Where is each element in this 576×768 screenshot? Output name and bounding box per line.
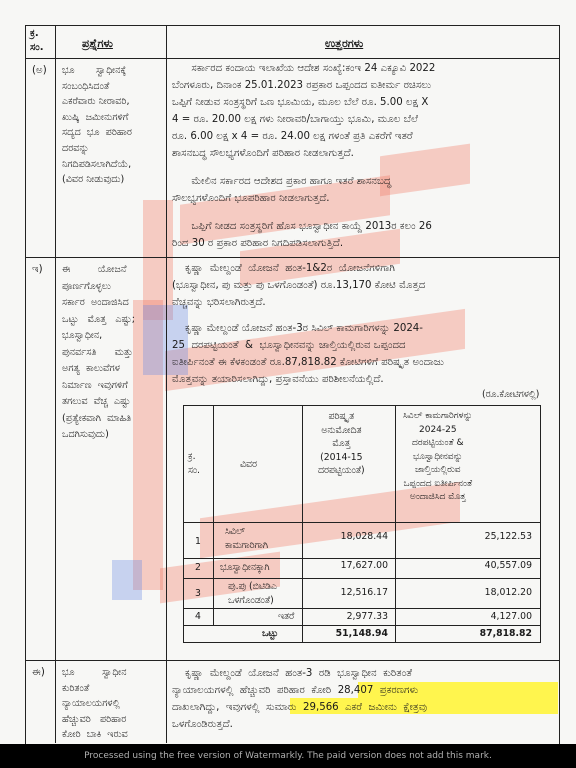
row-1-question: ಭೂ ಸ್ವಾಧೀನಕ್ಕೆ ಸಂಬಂಧಿಸಿದಂತೆ ಎಕರೆವಾರು ನೀರಾವರಿ, ಖುಷ್ಕಿ ಜಮೀನುಗಳಿಗೆ ಸದ್ಯದ ಭೂ ಪರಿಹಾರ ದರವನ್ನು ನಿಗದಿಪಡಿಸಲಾಗಿದೆಯೆ, (ವಿವರ ನೀಡುವುದು) [62, 65, 133, 186]
row-2-number: ಇ) [32, 264, 43, 275]
table-row-1-approved: 18,028.44 [340, 531, 388, 542]
table-total-approved: 51,148.94 [335, 628, 388, 639]
row-3-question: ಭೂ ಸ್ವಾಧೀನ ಕುರಿತಂತೆ ನ್ಯಾಯಾಲಯಗಳಲ್ಲಿ ಹೆಚ್ಚುವರಿ ಪರಿಹಾರ ಕೋರಿ ಬಾಕಿ ಇರುವ [62, 667, 128, 741]
row-2-question: ಈ ಯೋಜನೆ ಪೂರ್ಣಗೊಳ್ಳಲು ಸರ್ಕಾರ ಅಂದಾಜಿಸಿದ ಒಟ್ಟು ಮೊತ್ತ ಎಷ್ಟು; ಭೂಸ್ವಾಧೀನ, ಪುನರ್ವಸತಿ ಮತ್ತು ಅಗತ್ಯ ಕಾಲುವೆಗಳ ನಿರ್ಮಾಣ ಇವುಗಳಿಗೆ ತಗಲುವ ವೆಚ್ಚ ಎಷ್ಟು (ಪ್ರತ್ಯೇಕವಾಗಿ ಮಾಹಿತಿ ಒದಗಿಸುವುದು) [62, 264, 135, 440]
header-questions: ಪ್ರಶ್ನೆಗಳು [82, 37, 113, 50]
table-row-1-sn: 1 [195, 536, 201, 547]
unit-note: (ರೂ.ಕೋಟಿಗಳಲ್ಲಿ) [482, 389, 540, 400]
table-row-1-estimated: 25,122.53 [484, 531, 532, 542]
table-row-1-detail: ಸಿವಿಲ್ ಕಾಮಗಾರಿಗಾಗಿ [225, 526, 268, 551]
table-total-estimated: 87,818.82 [479, 628, 532, 639]
table-row-3-sn: 3 [195, 588, 201, 599]
table-row-2-estimated: 40,557.09 [484, 560, 532, 571]
document-page: ಕ್ರ. ಸಂ. ಪ್ರಶ್ನೆಗಳು ಉತ್ತರಗಳು (ಅ) ಭೂ ಸ್ವಾಧೀನಕ್ಕೆ ಸಂಬಂಧಿಸಿದಂತೆ ಎಕರೆವಾರು ನೀರಾವರಿ, ಖುಷ್ಕಿ ಜಮೀನುಗಳಿಗೆ ಸದ್ಯದ ಭೂ ಪರಿಹಾರ ದರವನ್ನು ನಿಗದಿಪಡಿಸಲಾಗಿದೆಯೆ, (ವಿವರ ನೀಡುವುದು) ಸರ್ಕಾರದ ಕಂದಾಯ ಇಲಾಖೆಯ ಆದೇಶ ಸಂಖ್ಯೆ:ಕಂಇ 24 ಎಕ್ಯೂವಿ 2022 ಬೆಂಗಳೂರು, ದಿನಾಂಕ 25.01.2023 ರಪ್ರಕಾರ ಒಪ್ಪಂದದ ಐತೀರ್ಮ ರಚಿಸಲು ಒಪ್ಪಿಗೆ ನೀಡುವ ಸಂತ್ರಸ್ಥರಿಗೆ ಒಣ ಭೂಮಿಯ, ಮೂಲ ಬೆಲೆ ರೂ. 5.00 ಲಕ್ಷ X 4 = ರೂ. 20.00 ಲಕ್ಷ ಗಳು ನೀರಾವರಿ/ಬಾಗಾಯ್ತು ಭೂಮಿ, ಮೂಲ ಬೆಲೆ ರೂ. 6.00 ಲಕ್ಷ x 4 = ರೂ. 24.00 ಲಕ್ಷ ಗಳಂತೆ ಪ್ರತಿ ಎಕರೆಗೆ ಇತರೆ ಶಾಸನಬದ್ಧ ಸೌಲಭ್ಯಗಳೊಂದಿಗೆ ಪರಿಹಾರ ನೀಡಲಾಗುತ್ತದೆ. ಮೇಲಿನ ಸರ್ಕಾರದ ಆದೇಶದ ಪ್ರಕಾರ ಹಾಗೂ ಇತರೆ ಶಾಸನಬದ್ಧ ಸೌಲಭ್ಯಗಳೊಂದಿಗೆ ಭೂಪರಿಹಾರ ನೀಡಲಾಗುತ್ತದೆ. ಒಪ್ಪಿಗೆ ನೀಡದ ಸಂತ್ರಸ್ಥರಿಗೆ ಹೊಸ ಭೂಸ್ವಾಧೀನ ಕಾಯ್ದೆ 2013ರ ಕಲಂ 26 ರಿಂದ 30 ರ ಪ್ರಕಾರ ಪರಿಹಾರ ನಿಗದಿಪಡಿಸಲಾಗುತ್ತಿದೆ. ಇ) ಈ ಯೋಜನೆ ಪೂರ್ಣಗೊಳ್ಳಲು ಸರ್ಕಾರ ಅಂದಾಜಿಸಿದ ಒಟ್ಟು ಮೊತ್ತ ಎಷ್ಟು; ಭೂಸ್ವಾಧೀನ, ಪುನರ್ವಸತಿ ಮತ್ತು ಅಗತ್ಯ ಕಾಲುವೆಗಳ ನಿರ್ಮಾಣ ಇವುಗಳಿಗೆ ತಗಲುವ ವೆಚ್ಚ ಎಷ್ಟು (ಪ್ರತ್ಯೇಕವಾಗಿ ಮಾಹಿತಿ ಒದಗಿಸುವುದು) ಕೃಷ್ಣಾ ಮೇಲ್ದಂಡೆ ಯೋಜನೆ ಹಂತ-1&2ರ ಯೋಜನೆಗಳಿಗಾಗಿ (ಭೂಸ್ವಾಧೀನ, ಪು ಮತ್ತು ಪು ಒಳಗೊಂಡಂತೆ) ರೂ.13,170 ಕೋಟಿ ಮೊತ್ತದ ವೆಚ್ಚವನ್ನು ಭರಿಸಲಾಗಿರುತ್ತದೆ. ಕೃಷ್ಣಾ ಮೇಲ್ದಂಡೆ ಯೋಜನೆ ಹಂತ-3ರ ಸಿವಿಲ್ ಕಾಮಗಾರಿಗಳನ್ನು 2024- 25 ದರಪಟ್ಟಿಯಂತೆ & ಭೂಸ್ವಾಧೀನವನ್ನು ಜಾಲ್ತಿಯಲ್ಲಿರುವ ಒಪ್ಪಂದದ ಐತೀರ್ಪಿನಂತೆ ಈ ಕೆಳಕಂಡಂತೆ ರೂ.87,818.82 ಕೋಟಿಗಳಿಗೆ ಪರಿಷ್ಕೃತ ಅಂದಾಜು ಮೊತ್ತವನ್ನು ತಯಾರಿಸಲಾಗಿದ್ದು, ಪ್ರಸ್ತಾವನೆಯು ಪರಿಶೀಲನೆಯಲ್ಲಿದೆ. (ರೂ.ಕೋಟಿಗಳಲ್ಲಿ) ಕ್ರ. ಸಂ. ವಿವರ ಪರಿಷ್ಕೃತ ಅನುಮೋದಿತ ಮೊತ್ತ (2014-15 ದರಪಟ್ಟಿಯಂತೆ) ಸಿವಿಲ್ ಕಾಮಗಾರಿಗಳನ್ನು 2024-25 ದರಪಟ್ಟಿಯಂತೆ & ಭೂಸ್ವಾಧೀನವನ್ನು ಜಾಲ್ತಿಯಲ್ಲಿರುವ ಒಪ್ಪಂದದ ಐತೀರ್ಪಿನಂತೆ ಅಂದಾಜಿಸಿದ ಮೊತ್ತ 1 ಸಿವಿಲ್ ಕಾಮಗಾರಿಗಾಗಿ 18,028.44 25,122.53 2 ಭೂಸ್ವಾಧೀನಕ್ಕಾಗಿ 17,627.00 40,557.09 3 ಪು.ಪು (ಬಿಟಿಡಿಎ ಒಳಗೊಂಡಂತೆ) 12,516.17 18,012.20 4 ಇತರೆ 2,977.33 4,127.00 ಒಟ್ಟು 51,148.94 87,818.82 ಈ) ಭೂ ಸ್ವಾಧೀನ ಕುರಿತಂತೆ ನ್ಯಾಯಾಲಯಗಳಲ್ಲಿ ಹೆಚ್ಚುವರಿ ಪರಿಹಾರ ಕೋರಿ ಬಾಕಿ ಇರುವ ಕೃಷ್ಣಾ ಮೇಲ್ದಂಡೆ ಯೋಜನೆ ಹಂತ-3 ರಡಿ ಭೂಸ್ವಾಧೀನ ಕುರಿತಂತೆ ನ್ಯಾಯಾಲಯಗಳಲ್ಲಿ ಹೆಚ್ಚುವರಿ ಪರಿಹಾರ ಕೋರಿ 28,407 ಪ್ರಕರಣಗಳು ದಾಖಲಾಗಿದ್ದು, ಇವುಗಳಲ್ಲಿ ಸುಮಾರು 29,566 ಎಕರೆ ಜಮೀನು ಕ್ಷೇತ್ರವು ಒಳಗೊಂಡಿರುತ್ತದೆ. Processed using the free version of Watermarkly. The paid version does not add this mark. [0, 0, 576, 768]
header-answers: ಉತ್ತರಗಳು [325, 37, 364, 50]
table-row-4-estimated: 4,127.00 [490, 611, 532, 622]
table-row-3-estimated: 18,012.20 [484, 587, 532, 598]
row-3-number: ಈ) [32, 667, 45, 678]
header-serial: ಕ್ರ. ಸಂ. [30, 28, 44, 53]
watermark-footer: Processed using the free version of Watermarkly. The paid version does not add this mark. [0, 744, 576, 768]
table-row-2-sn: 2 [195, 562, 201, 573]
table-header-estimated: ಸಿವಿಲ್ ಕಾಮಗಾರಿಗಳನ್ನು 2024-25 ದರಪಟ್ಟಿಯಂತೆ & ಭೂಸ್ವಾಧೀನವನ್ನು ಜಾಲ್ತಿಯಲ್ಲಿರುವ ಒಪ್ಪಂದದ ಐತೀರ್ಪಿನಂತೆ ಅಂದಾಜಿಸಿದ ಮೊತ್ತ [403, 411, 473, 502]
table-row-3-detail: ಪು.ಪು (ಬಿಟಿಡಿಎ ಒಳಗೊಂಡಂತೆ) [228, 581, 277, 606]
table-total-label: ಒಟ್ಟು [262, 628, 278, 639]
table-header-approved: ಪರಿಷ್ಕೃತ ಅನುಮೋದಿತ ಮೊತ್ತ (2014-15 ದರಪಟ್ಟಿಯಂತೆ) [318, 411, 365, 476]
table-row-4-sn: 4 [195, 611, 201, 622]
table-row-2-detail: ಭೂಸ್ವಾಧೀನಕ್ಕಾಗಿ [220, 562, 270, 573]
row-1-number: (ಅ) [32, 65, 47, 76]
table-row-4-detail: ಇತರೆ [278, 611, 295, 622]
table-header-detail: ವಿವರ [240, 459, 257, 470]
table-row-2-approved: 17,627.00 [340, 560, 388, 571]
table-header-serial: ಕ್ರ. ಸಂ. [188, 451, 201, 476]
table-row-4-approved: 2,977.33 [346, 611, 388, 622]
table-row-3-approved: 12,516.17 [340, 587, 388, 598]
